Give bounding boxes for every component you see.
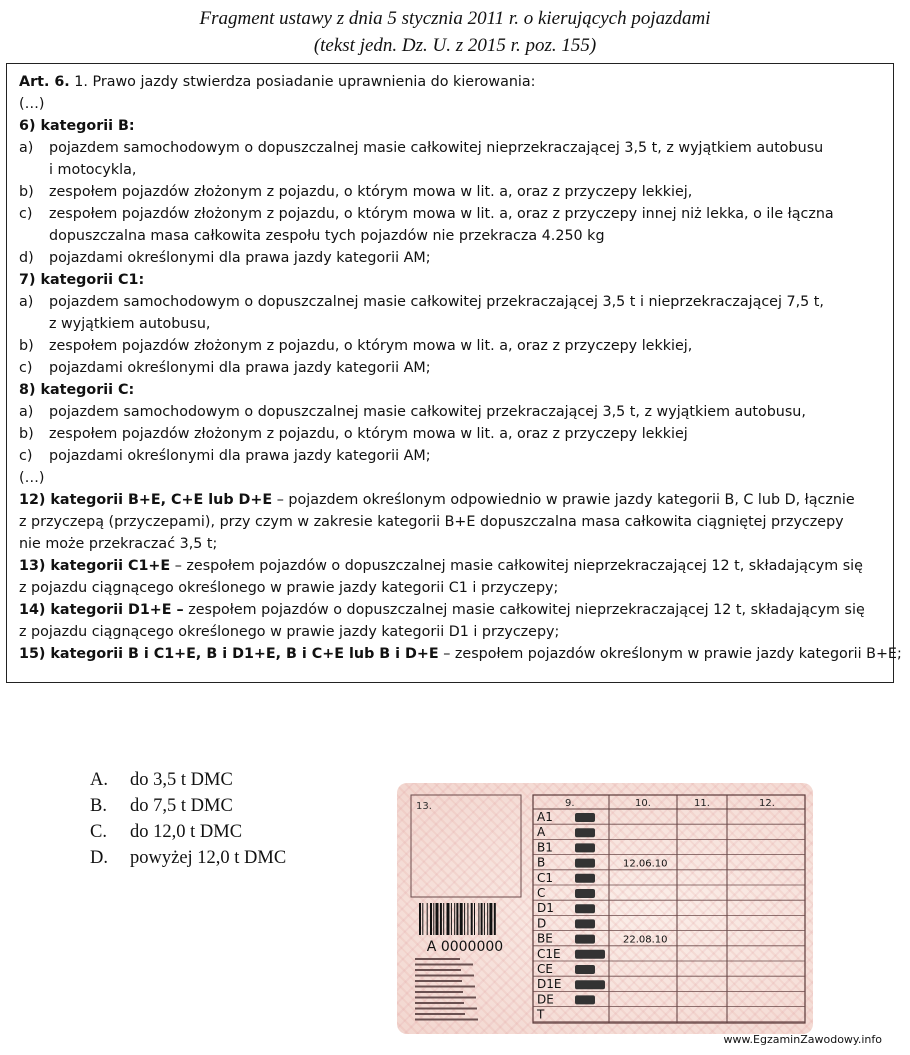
category-label: T <box>537 1007 545 1022</box>
vehicle-icon <box>575 965 595 974</box>
category-label: D <box>537 916 547 931</box>
category-date: 12.06.10 <box>623 858 668 870</box>
barcode-bar <box>436 903 439 935</box>
point-13: 13) kategorii C1+E – zespołem pojazdów o dopuszczalnej masie całkowitej nieprzekraczającej 12 t, składającym się <box>19 558 863 574</box>
category-label: D1E <box>537 977 562 992</box>
legend-text-line <box>415 991 463 993</box>
barcode-bar <box>487 903 488 935</box>
vehicle-icon <box>575 935 595 944</box>
point-14-cont: z pojazdu ciągnącego określonego w prawie jazdy kategorii D1 i przyczepy; <box>19 624 560 640</box>
art-intro <box>19 74 885 90</box>
legend-text-line <box>415 1019 478 1021</box>
barcode-bar <box>478 903 479 935</box>
watermark: www.EgzaminZawodowy.info <box>723 1033 882 1046</box>
legend-text-line <box>415 980 462 982</box>
legend-text-line <box>415 958 460 960</box>
cat-c1-heading: 7) kategorii C1: <box>19 272 145 288</box>
barcode-bar <box>454 903 455 935</box>
vehicle-icon <box>575 843 595 852</box>
ellipsis: (…) <box>19 470 45 486</box>
vehicle-icon <box>575 889 595 898</box>
barcode-bar <box>419 903 421 935</box>
barcode-bar <box>474 903 475 935</box>
barcode-bar <box>489 903 492 935</box>
barcode <box>419 903 496 935</box>
barcode-bar <box>464 903 465 935</box>
barcode-bar <box>433 903 434 935</box>
barcode-bar <box>467 903 468 935</box>
legend-text-line <box>415 1002 464 1004</box>
cat-c-heading: 8) kategorii C: <box>19 382 135 398</box>
category-label: CE <box>537 962 553 976</box>
art-label: Art. 6. <box>19 74 70 90</box>
point-12-cont: nie może przekraczać 3,5 t; <box>19 536 218 552</box>
legend-text-line <box>415 969 461 971</box>
barcode-bar <box>494 903 496 935</box>
barcode-bar <box>460 903 463 935</box>
legend-text-line <box>415 1013 465 1015</box>
vehicle-icon <box>575 813 595 822</box>
vehicle-icon <box>575 828 595 837</box>
field-13-label: 13. <box>416 801 432 812</box>
category-label: C1E <box>537 946 561 961</box>
barcode-bar <box>430 903 432 935</box>
legend-text-line <box>415 986 475 988</box>
category-label: C1 <box>537 870 554 885</box>
barcode-bar <box>451 903 452 935</box>
point-12: 12) kategorii B+E, C+E lub D+E – pojazdem określonym odpowiednio w prawie jazdy kategorii B, C lub D, łącznie <box>19 492 855 508</box>
legend-text-line <box>415 975 474 977</box>
barcode-bar <box>440 903 442 935</box>
category-label: C <box>537 886 546 900</box>
serial-number: A 0000000 <box>426 939 504 955</box>
cat-b-heading: 6) kategorii B: <box>19 118 135 134</box>
header-source: (tekst jedn. Dz. U. z 2015 r. poz. 155) <box>313 35 597 56</box>
category-label: A1 <box>537 810 553 824</box>
barcode-bar <box>447 903 450 935</box>
category-date: 22.08.10 <box>623 934 668 946</box>
category-label: BE <box>537 931 553 946</box>
category-label: B <box>537 855 546 870</box>
barcode-bar <box>456 903 458 935</box>
barcode-bar <box>427 903 428 935</box>
col-11-header: 11. <box>694 798 710 809</box>
barcode-bar <box>422 903 423 935</box>
answer-option-c[interactable]: C. do 12,0 t DMC <box>90 822 243 842</box>
col-9-header: 9. <box>565 798 575 809</box>
law-excerpt-box: Art. 6. 1. Prawo jazdy stwierdza posiadanie uprawnienia do kierowania: (…) 6) kategorii B: a) pojazdem samochodowym o dopuszczalnej masie całkowitej nieprzekraczającej 3,5 t, z wyjątkiem autobusu i motocykla, b) zespołem pojazdów złożonym z pojazdu, o którym mowa w lit. a, oraz z przyczepy lekkiej, c) zespołem pojazdów złożonym z pojazdu, o którym mowa w lit. a, oraz z przyczepy innej niż lekka, o ile łączna dopuszczalna masa całkowita zespołu tych pojazdów nie przekracza 4.250 kg d) pojazdami określonymi dla prawa jazdy kategorii AM; 7) kategorii C1: a) pojazdem samochodowym o dopuszczalnej masie całkowitej przekraczającej 3,5 t i nieprzekraczającej 7,5 t, z wyjątkiem autobusu, b) zespołem pojazdów złożonym z pojazdu, o którym mowa w lit. a, oraz z przyczepy lekkiej, c) pojazdami określonymi dla prawa jazdy kategorii AM; 8) kategorii C: a) pojazdem samochodowym o dopuszczalnej masie całkowitej przekraczającej 3,5 t, z wyjątkiem autobusu, b) zespołem pojazdów złożonym z pojazdu, o którym mowa w lit. a, oraz z przyczepy lekkiej c) pojazdami określonymi dla prawa jazdy kategorii AM; (…) 12) kategorii B+E, C+E lub D+E – pojazdem określonym odpowiednio w prawie jazdy kategorii B, C lub D, łącznie z przyczepą (przyczepami), przy czym w zakresie kategorii B+E dopuszczalna masa całkowita ciągniętej przyczepy nie może przekraczać 3,5 t; 13) kategorii C1+E – zespołem pojazdów o dopuszczalnej masie całkowitej nieprzekraczającej 12 t, składającym się z pojazdu ciągnącego określonego w prawie jazdy kategorii C1 i przyczepy; 14) kategorii D1+E – zespołem pojazdów o dopuszczalnej masie całkowitej nieprzekraczającej 12 t, składającym się z pojazdu ciągnącego określonego w prawie jazdy kategorii D1 i przyczepy; 15) kategorii B i C1+E, B i D1+E, B i C+E lub B i D+E – zespołem pojazdów określonym w prawie jazdy kategorii B+E; <box>6 63 894 683</box>
category-label: D1 <box>537 901 554 916</box>
ellipsis: (…) <box>19 96 45 112</box>
point-15: 15) kategorii B i C1+E, B i D1+E, B i C+E lub B i D+E – zespołem pojazdów określonym w prawie jazdy kategorii B+E; <box>19 646 902 662</box>
answer-option-a[interactable]: A. do 3,5 t DMC <box>90 770 233 790</box>
barcode-bar <box>471 903 473 935</box>
vehicle-icon <box>575 904 595 913</box>
card-legend <box>415 958 478 1021</box>
category-label: DE <box>537 992 554 1007</box>
driving-license-back-image <box>397 783 813 1034</box>
art-intro-text: 1. Prawo jazdy stwierdza posiadanie uprawnienia do kierowania: <box>69 74 536 90</box>
vehicle-icon <box>575 980 605 989</box>
legend-text-line <box>415 997 476 999</box>
barcode-bar <box>481 903 483 935</box>
vehicle-icon <box>575 995 595 1004</box>
barcode-bar <box>484 903 485 935</box>
vehicle-icon <box>575 919 595 928</box>
point-13-cont: z pojazdu ciągnącego określonego w prawie jazdy kategorii C1 i przyczepy; <box>19 580 559 596</box>
header-title: Fragment ustawy z dnia 5 stycznia 2011 r. o kierujących pojazdami <box>199 8 711 29</box>
point-12-cont: z przyczepą (przyczepami), przy czym w zakresie kategorii B+E dopuszczalna masa całkowita ciągniętej przyczepy <box>19 514 844 530</box>
vehicle-icon <box>575 874 595 883</box>
category-label: A <box>537 825 546 840</box>
col-12-header: 12. <box>759 798 775 809</box>
category-label: B1 <box>537 840 553 855</box>
answer-option-b[interactable]: B. do 7,5 t DMC <box>90 796 233 816</box>
vehicle-icon <box>575 950 605 959</box>
answer-option-d[interactable]: D. powyżej 12,0 t DMC <box>90 848 287 868</box>
legend-text-line <box>415 1008 477 1010</box>
vehicle-icon <box>575 859 595 868</box>
barcode-bar <box>443 903 444 935</box>
legend-text-line <box>415 964 473 966</box>
col-10-header: 10. <box>635 798 651 809</box>
point-14: 14) kategorii D1+E – zespołem pojazdów o dopuszczalnej masie całkowitej nieprzekraczającej 12 t, składającym się <box>19 602 865 618</box>
